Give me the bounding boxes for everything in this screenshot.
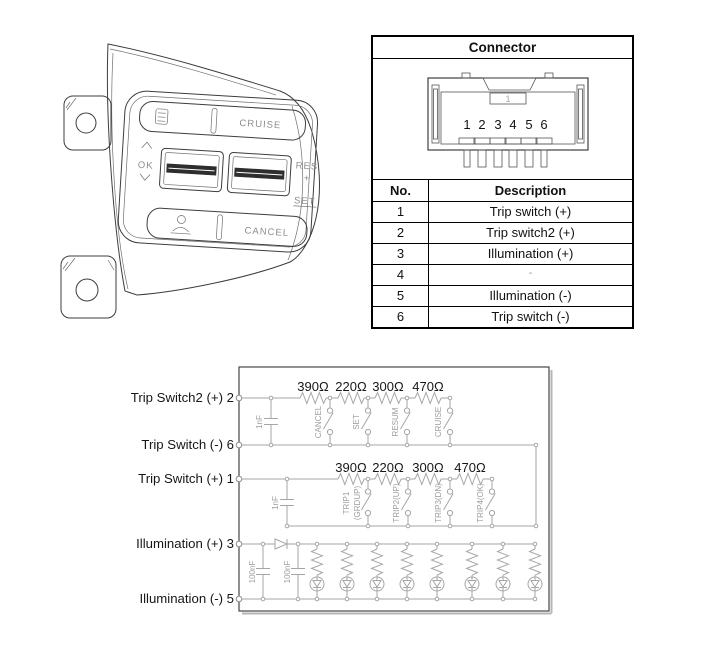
button-panel (117, 90, 323, 254)
ok-control (137, 142, 155, 181)
switch-label: RESUM (391, 407, 400, 437)
pin-description: - (528, 268, 533, 279)
led-branch (400, 544, 414, 599)
capacitor (291, 544, 305, 599)
slider-switch-right (227, 152, 291, 196)
pin-description: Illumination (+) (487, 246, 574, 261)
terminal-pin-2 (236, 395, 242, 401)
res-label: RES (295, 160, 319, 173)
cancel-switch (324, 398, 334, 445)
chevron-up-icon (142, 142, 152, 149)
mounting-tab-top (64, 96, 111, 150)
capacitor (256, 544, 270, 599)
pin-row (373, 202, 632, 223)
trip2-switch (402, 479, 412, 526)
terminal-label: Trip Switch (-) 6 (141, 437, 234, 452)
button-seam (211, 108, 218, 133)
pin-no: 4 (373, 265, 429, 285)
pin-number: 1 (463, 117, 471, 132)
capacitor (280, 479, 294, 526)
switch-label: TRIP2(UP) (392, 483, 401, 523)
terminal-label: Illumination (-) 5 (139, 591, 234, 606)
switch-label: TRIP4(OK) (476, 483, 485, 523)
col-desc-header: Description (494, 183, 567, 198)
driver-assist-icon (171, 215, 192, 234)
connector-pins (459, 138, 552, 167)
switch-label: (GRDUP) (353, 485, 362, 521)
pin-row (373, 307, 632, 327)
pin-number: 2 (478, 117, 486, 132)
illumination-circuit (239, 539, 542, 599)
terminal-label: Trip Switch2 (+) 2 (130, 390, 234, 405)
pin-no: 6 (373, 307, 429, 327)
pin-row (373, 244, 632, 265)
cruise-button-label: CRUISE (239, 117, 282, 132)
set-label: SET (293, 195, 316, 208)
set-switch (362, 398, 372, 445)
switch-label: CRUISE (434, 406, 443, 438)
pin-row (373, 223, 632, 244)
trip-switch-circuit (239, 460, 536, 526)
slider-switch-left (159, 148, 223, 192)
trip-computer-icon (155, 109, 168, 125)
resistor-value: 470Ω (412, 379, 444, 394)
connector-pin-numbers (463, 117, 547, 132)
pin-row (373, 286, 632, 307)
terminal-label: Illumination (+) 3 (136, 536, 234, 551)
switch-label: CANCEL (314, 405, 323, 439)
pin-no: 3 (373, 244, 429, 264)
pin-number: 4 (509, 117, 517, 132)
ok-label: OK (137, 159, 154, 172)
cancel-button-label: CANCEL (244, 225, 290, 240)
terminal-pin-1 (236, 476, 242, 482)
capacitor-value: 1nF (271, 496, 280, 510)
pin-number: 6 (540, 117, 548, 132)
led-branch (340, 544, 354, 599)
terminal-pin-3 (236, 541, 242, 547)
pin-description: Trip switch (+) (489, 204, 572, 219)
pin-description: Trip switch (-) (491, 309, 570, 324)
pin-no: 1 (373, 202, 429, 222)
trip3-switch (444, 479, 454, 526)
cruise-switch (444, 398, 454, 445)
switch-label: TRIP1 (342, 491, 351, 515)
switch-label: SET (352, 414, 361, 430)
steering-remote-drawing (48, 20, 363, 338)
resume-switch (401, 398, 411, 445)
pin-description: Trip switch2 (+) (486, 225, 575, 240)
led-branch (528, 544, 542, 599)
terminal-label: Trip Switch (+) 1 (138, 471, 234, 486)
trip1-switch (362, 479, 372, 526)
resistor-value: 220Ω (372, 460, 404, 475)
led-branch (496, 544, 510, 599)
resistor-value: 470Ω (454, 460, 486, 475)
resistor-value: 390Ω (335, 460, 367, 475)
plus-label: + (303, 172, 311, 185)
connector-latch (483, 78, 536, 90)
switch-label: TRIP3(DN) (434, 483, 443, 523)
resistor-value: 220Ω (335, 379, 367, 394)
connector-keying-label: 1 (505, 94, 511, 104)
resistor-value: 300Ω (412, 460, 444, 475)
led-branch (430, 544, 444, 599)
capacitor (264, 398, 278, 445)
connector-image-cell (373, 59, 632, 180)
mounting-tab-bottom (61, 256, 116, 318)
chevron-down-icon (140, 174, 150, 181)
resistor-value: 300Ω (372, 379, 404, 394)
led-branch (310, 544, 324, 599)
connector-panel-title: Connector (373, 37, 632, 59)
led-branch (370, 544, 384, 599)
capacitor-value: 1nF (255, 415, 264, 429)
connector-drawing (373, 59, 634, 179)
pin-description: Illumination (-) (489, 288, 572, 303)
pin-row (373, 265, 632, 286)
trip4-switch (486, 479, 496, 526)
pin-table-header (373, 180, 632, 202)
circuit-schematic (120, 352, 580, 627)
res-set-labels (293, 160, 319, 207)
terminal-pin-5 (236, 596, 242, 602)
trip-switch2-circuit (239, 379, 536, 526)
terminal-pin-6 (236, 442, 242, 448)
diode (275, 539, 287, 549)
pin-number: 3 (494, 117, 502, 132)
resistor-value: 390Ω (297, 379, 329, 394)
capacitor-value: 100nF (248, 560, 257, 584)
pin-no: 5 (373, 286, 429, 306)
pin-number: 5 (525, 117, 533, 132)
terminal-labels (131, 390, 234, 606)
pin-no: 2 (373, 223, 429, 243)
button-seam (216, 215, 223, 240)
col-no-header: No. (373, 180, 429, 201)
connector-panel (371, 35, 634, 329)
led-branch (465, 544, 479, 599)
capacitor-value: 100nF (283, 560, 292, 584)
